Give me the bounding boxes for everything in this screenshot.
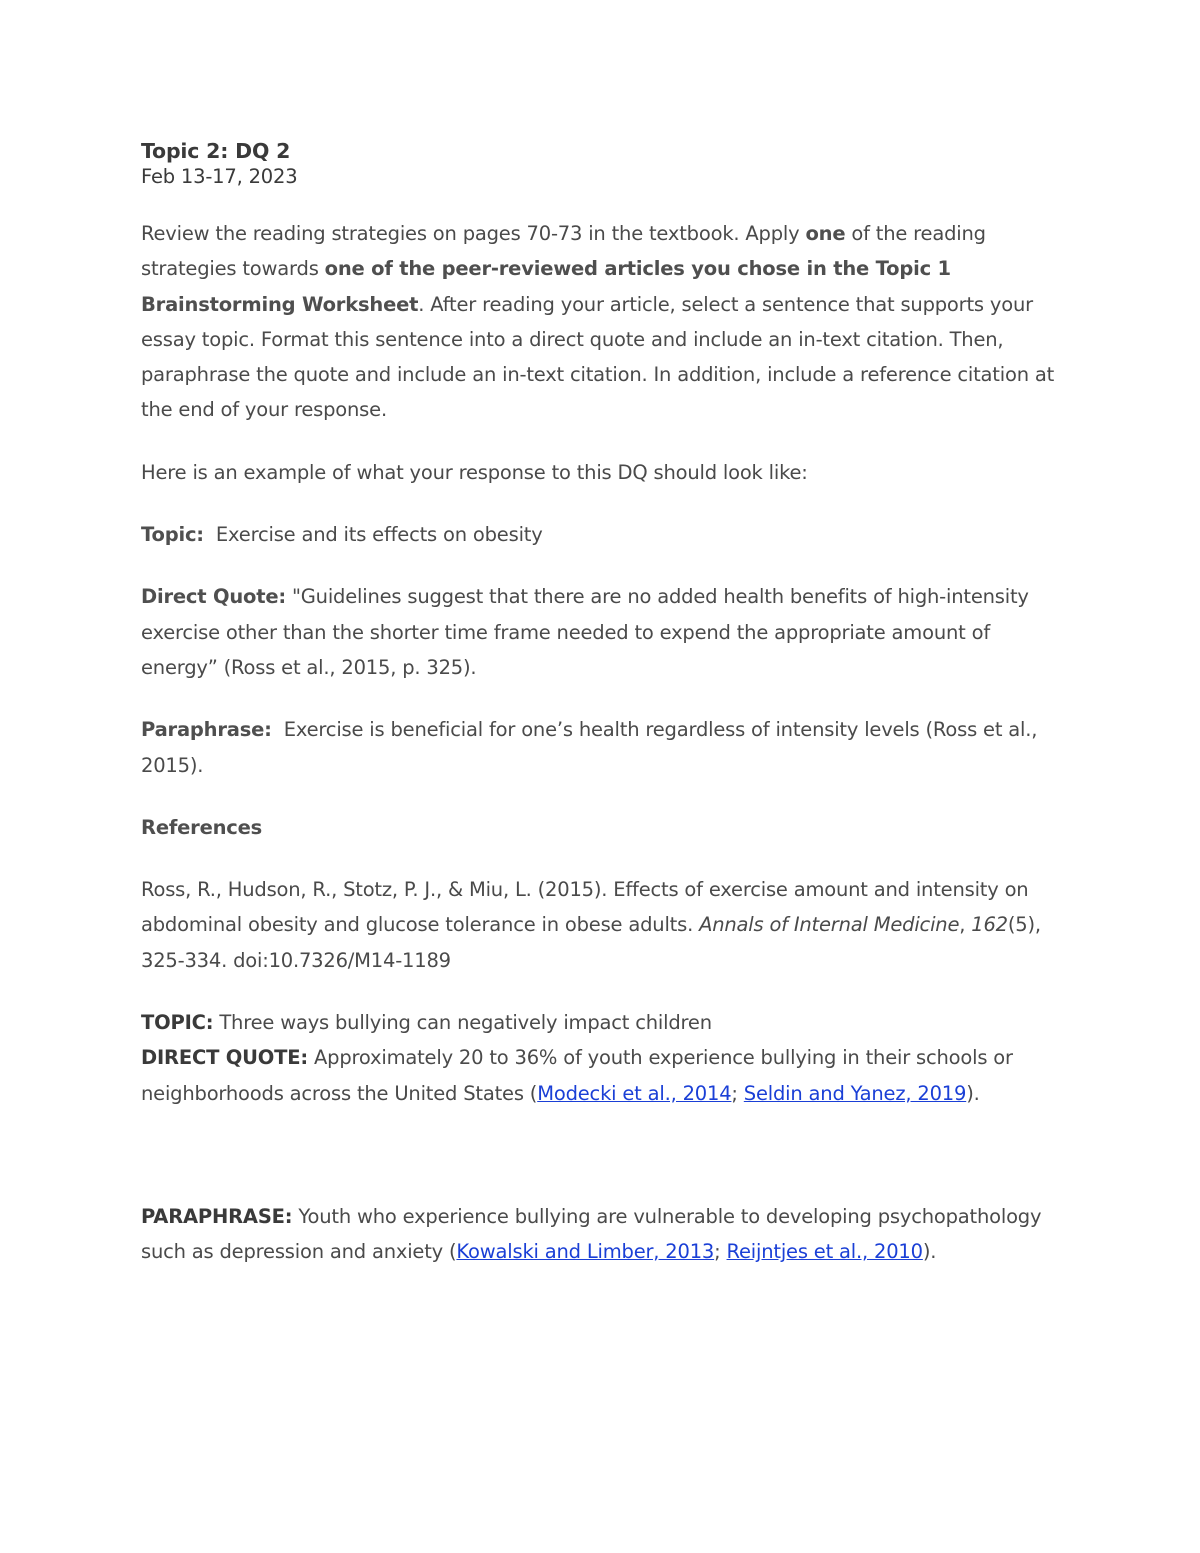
example-intro: Here is an example of what your response to this DQ should look like: [141,460,808,484]
reference-text: , [959,913,972,937]
document-title: Topic 2: DQ 2 [141,139,291,163]
citation-end: ). [966,1081,980,1105]
citation-link-kowalski[interactable]: Kowalski and Limber, 2013 [456,1240,715,1264]
response-quote-text: Approximately 20 to 36% of youth experience bullying in their schools or neighborhoods across the United States ( [141,1046,1013,1105]
instructions-text: Review the reading strategies on pages 70-73 in the textbook. Apply [141,222,806,245]
response-paraphrase-label: PARAPHRASE: [141,1204,293,1228]
example-topic-text: Exercise and its effects on obesity [203,523,543,547]
instructions-emphasis-one: one [805,222,846,245]
example-quote-label: Direct Quote: [141,585,286,609]
instructions-text: . After reading your article, select a sentence that supports your essay topic. Format this sentence into a direct quote and include an in-text citation. Then, paraphrase the quote and include an in-text citation. In addition, include a reference citation at the end of your response. [141,292,1055,422]
citation-separator: ; [714,1240,727,1264]
citation-link-seldin[interactable]: Seldin and Yanez, 2019 [743,1081,967,1105]
reference-text: (5), 325-334. doi:10.7326/M14-1189 [141,913,1041,972]
citation-end: ). [922,1240,937,1264]
response-topic-text: Three ways bullying can negatively impact children [213,1011,712,1035]
example-topic-label: Topic: [141,523,204,547]
document-date: Feb 13-17, 2023 [141,165,298,188]
citation-link-reijntjes[interactable]: Reijntjes et al., 2010 [726,1240,923,1264]
instructions-text: of the reading strategies towards [141,222,986,281]
example-paraphrase [141,712,1066,783]
example-direct-quote [141,579,1066,685]
reference-entry [141,872,1066,978]
document-page [141,138,1066,1270]
response-direct-quote [141,1040,1066,1111]
example-topic [141,517,1066,552]
references-heading: References [141,815,263,839]
response-paraphrase-text: Youth who experience bullying are vulnerable to developing psychopathology such as depression and anxiety ( [141,1204,1042,1264]
example-quote-text: "Guidelines suggest that there are no added health benefits of high-intensity exercise other than the shorter time frame needed to expend the appropriate amount of energy” (Ross et al., 2015, p. 325). [141,585,1029,679]
citation-separator: ; [731,1081,744,1105]
reference-journal: Annals of Internal Medicine [699,913,960,937]
example-paraphrase-text: Exercise is beneficial for one’s health regardless of intensity levels (Ross et al., 2015). [141,718,1044,777]
reference-volume: 162 [971,913,1008,937]
instructions-emphasis-articles: one of the peer-reviewed articles you chose in the Topic 1 Brainstorming Worksheet [141,257,951,316]
instructions-paragraph [141,216,1066,428]
response-paraphrase [141,1199,1066,1270]
response-topic [141,1005,1066,1040]
response-topic-label: TOPIC: [141,1011,214,1035]
blank-space [141,1111,1066,1199]
citation-link-modecki[interactable]: Modecki et al., 2014 [537,1081,732,1105]
example-paraphrase-label: Paraphrase: [141,718,272,742]
response-quote-label: DIRECT QUOTE: [141,1046,308,1070]
reference-text: Ross, R., Hudson, R., Stotz, P. J., & Miu, L. (2015). Effects of exercise amount and intensity on abdominal obesity and glucose tolerance in obese adults. [141,878,1029,937]
